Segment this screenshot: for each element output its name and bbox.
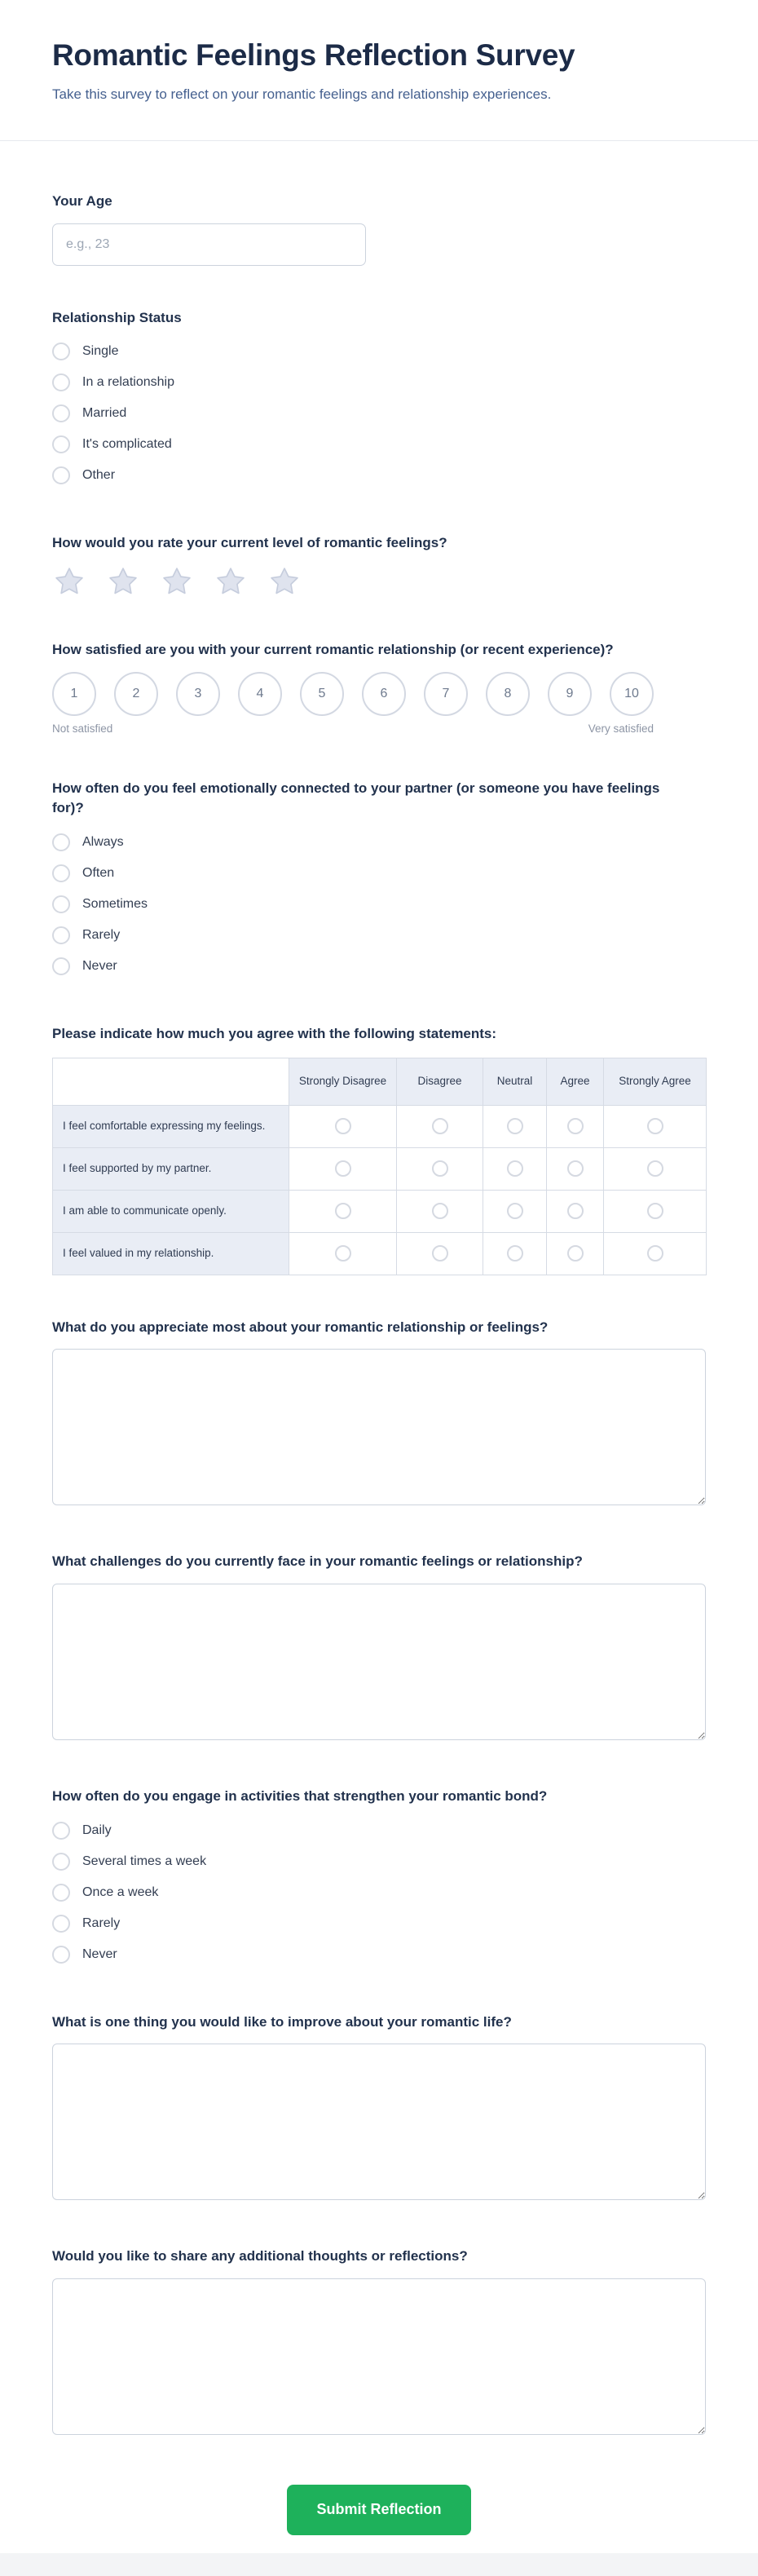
radio-option-in-a-relationship[interactable] <box>52 367 706 398</box>
question-label: Your Age <box>52 193 112 210</box>
matrix-row <box>53 1147 707 1190</box>
radio-button[interactable] <box>52 1822 70 1840</box>
matrix-cell[interactable] <box>604 1105 707 1147</box>
radio-button[interactable] <box>52 404 70 422</box>
radio-button[interactable] <box>52 864 70 882</box>
radio-option-daily[interactable] <box>52 1815 706 1846</box>
radio-option-often[interactable] <box>52 858 706 889</box>
radio-button[interactable] <box>432 1118 448 1134</box>
radio-button[interactable] <box>52 373 70 391</box>
question-label: How often do you engage in activities that strengthen your romantic bond? <box>52 1787 548 1804</box>
page-subtitle: Take this survey to reflect on your romantic feelings and relationship experiences. <box>52 86 552 103</box>
radio-button[interactable] <box>52 1853 70 1871</box>
scale-option-7[interactable]: 7 <box>424 672 468 716</box>
question-challenges <box>52 1552 706 1744</box>
scale-option-6[interactable]: 6 <box>362 672 406 716</box>
star-icon[interactable] <box>106 565 140 598</box>
submit-row <box>52 2485 706 2553</box>
radio-button[interactable] <box>52 466 70 484</box>
matrix-row-label: I feel supported by my partner. <box>53 1147 289 1190</box>
matrix-cell[interactable] <box>547 1232 604 1275</box>
challenges-textarea[interactable] <box>52 1584 706 1740</box>
matrix-row-label: I am able to communicate openly. <box>53 1190 289 1232</box>
option-label: Other <box>82 468 116 483</box>
survey-header <box>0 0 758 141</box>
radio-group-emotional-connection <box>52 827 706 982</box>
radio-option-single[interactable] <box>52 336 706 367</box>
radio-button[interactable] <box>52 926 70 944</box>
matrix-column-header: Strongly Agree <box>604 1058 707 1105</box>
option-label: Rarely <box>82 1915 121 1930</box>
star-icon[interactable] <box>160 565 194 598</box>
radio-button[interactable] <box>52 1946 70 1964</box>
question-age <box>52 192 706 266</box>
question-relationship-status <box>52 308 706 492</box>
matrix-cell[interactable] <box>397 1190 483 1232</box>
radio-option-several-times-a-week[interactable] <box>52 1846 706 1877</box>
option-label: Daily <box>82 1823 112 1837</box>
radio-option-never[interactable] <box>52 951 706 982</box>
matrix-cell[interactable] <box>289 1147 397 1190</box>
matrix-row-label: I feel valued in my relationship. <box>53 1232 289 1275</box>
matrix-cell[interactable] <box>483 1147 547 1190</box>
question-label: Please indicate how much you agree with the following statements: <box>52 1026 497 1042</box>
additional-textarea[interactable] <box>52 2278 706 2435</box>
question-label: How would you rate your current level of romantic feelings? <box>52 535 447 551</box>
option-label: Always <box>82 835 124 850</box>
question-additional <box>52 2247 706 2439</box>
submit-button[interactable]: Submit Reflection <box>287 2485 470 2535</box>
radio-button[interactable] <box>507 1203 523 1219</box>
survey-form <box>0 141 758 2553</box>
radio-button[interactable] <box>647 1203 663 1219</box>
scale-min-label: Not satisfied <box>52 722 113 735</box>
scale-option-3[interactable]: 3 <box>176 672 220 716</box>
matrix-cell[interactable] <box>289 1190 397 1232</box>
option-label: Once a week <box>82 1885 159 1899</box>
opinion-scale <box>52 672 654 735</box>
question-label: Would you like to share any additional thoughts or reflections? <box>52 2248 468 2264</box>
radio-button[interactable] <box>567 1203 584 1219</box>
option-label: Married <box>82 406 127 421</box>
matrix-cell[interactable] <box>483 1105 547 1147</box>
radio-button[interactable] <box>52 342 70 360</box>
matrix-column-header: Disagree <box>397 1058 483 1105</box>
matrix-column-header: Agree <box>547 1058 604 1105</box>
scale-endpoint-labels <box>52 722 654 735</box>
agreement-matrix-table <box>52 1058 707 1275</box>
option-label: Rarely <box>82 928 121 943</box>
radio-group-activities <box>52 1815 706 1970</box>
radio-button[interactable] <box>432 1203 448 1219</box>
radio-option-once-a-week[interactable] <box>52 1877 706 1908</box>
star-icon[interactable] <box>214 565 248 598</box>
scale-option-5[interactable]: 5 <box>300 672 344 716</box>
question-emotional-connection <box>52 779 706 982</box>
radio-button[interactable] <box>52 1884 70 1902</box>
option-label: Never <box>82 1946 117 1961</box>
question-label: What challenges do you currently face in your romantic feelings or relationship? <box>52 1553 583 1570</box>
option-label: Often <box>82 866 115 881</box>
matrix-header-row <box>53 1058 707 1105</box>
question-improve <box>52 2013 706 2205</box>
scale-option-10[interactable]: 10 <box>610 672 654 716</box>
radio-button[interactable] <box>52 1915 70 1933</box>
radio-button[interactable] <box>432 1160 448 1177</box>
option-label: Sometimes <box>82 897 148 912</box>
radio-button[interactable] <box>507 1245 523 1261</box>
matrix-cell[interactable] <box>289 1232 397 1275</box>
scale-option-8[interactable]: 8 <box>486 672 530 716</box>
matrix-cell[interactable] <box>289 1105 397 1147</box>
matrix-cell[interactable] <box>604 1232 707 1275</box>
scale-options <box>52 672 654 716</box>
radio-option-rarely[interactable] <box>52 1908 706 1939</box>
appreciate-textarea[interactable] <box>52 1349 706 1505</box>
option-label: Single <box>82 344 119 359</box>
radio-option-never[interactable] <box>52 1939 706 1970</box>
question-satisfaction-scale <box>52 640 706 736</box>
matrix-cell[interactable] <box>604 1190 707 1232</box>
radio-button[interactable] <box>335 1160 351 1177</box>
radio-button[interactable] <box>507 1160 523 1177</box>
radio-button[interactable] <box>52 895 70 913</box>
scale-option-9[interactable]: 9 <box>548 672 592 716</box>
question-label: Relationship Status <box>52 309 182 325</box>
matrix-cell[interactable] <box>483 1232 547 1275</box>
radio-option-always[interactable] <box>52 827 706 858</box>
radio-button[interactable] <box>647 1160 663 1177</box>
matrix-cell[interactable] <box>397 1147 483 1190</box>
scale-option-1[interactable]: 1 <box>52 672 96 716</box>
question-appreciate <box>52 1318 706 1510</box>
matrix-cell[interactable] <box>547 1190 604 1232</box>
matrix-column-header: Neutral <box>483 1058 547 1105</box>
option-label: Never <box>82 959 117 974</box>
matrix-row <box>53 1105 707 1147</box>
scale-option-2[interactable]: 2 <box>114 672 158 716</box>
question-romantic-feelings-rating <box>52 533 706 598</box>
question-label: What is one thing you would like to improve about your romantic life? <box>52 2013 512 2030</box>
option-label: In a relationship <box>82 375 174 390</box>
radio-option-sometimes[interactable] <box>52 889 706 920</box>
radio-option-its-complicated[interactable] <box>52 429 706 460</box>
matrix-cell[interactable] <box>397 1232 483 1275</box>
radio-option-rarely[interactable] <box>52 920 706 951</box>
radio-button[interactable] <box>52 435 70 453</box>
matrix-corner-cell <box>53 1058 289 1105</box>
radio-button[interactable] <box>335 1245 351 1261</box>
radio-button[interactable] <box>335 1203 351 1219</box>
scale-option-4[interactable]: 4 <box>238 672 282 716</box>
option-label: It's complicated <box>82 437 172 452</box>
matrix-cell[interactable] <box>483 1190 547 1232</box>
matrix-cell[interactable] <box>547 1147 604 1190</box>
radio-button[interactable] <box>335 1118 351 1134</box>
star-icon[interactable] <box>52 565 86 598</box>
radio-button[interactable] <box>52 957 70 975</box>
matrix-cell[interactable] <box>547 1105 604 1147</box>
radio-button[interactable] <box>647 1245 663 1261</box>
page-title: Romantic Feelings Reflection Survey <box>52 38 575 72</box>
matrix-row <box>53 1232 707 1275</box>
star-icon[interactable] <box>267 565 302 598</box>
page-footer <box>0 2553 758 2576</box>
radio-button[interactable] <box>507 1118 523 1134</box>
age-input[interactable] <box>52 223 366 266</box>
star-rating <box>52 565 706 598</box>
matrix-row <box>53 1190 707 1232</box>
question-label: How satisfied are you with your current romantic relationship (or recent experience)? <box>52 642 614 658</box>
radio-button[interactable] <box>567 1245 584 1261</box>
radio-option-other[interactable] <box>52 460 706 491</box>
question-label: What do you appreciate most about your romantic relationship or feelings? <box>52 1319 549 1335</box>
question-agreement-matrix <box>52 1024 706 1275</box>
matrix-column-header: Strongly Disagree <box>289 1058 397 1105</box>
question-activities <box>52 1787 706 1970</box>
matrix-row-label: I feel comfortable expressing my feelings. <box>53 1105 289 1147</box>
radio-button[interactable] <box>567 1118 584 1134</box>
radio-option-married[interactable] <box>52 398 706 429</box>
radio-button[interactable] <box>567 1160 584 1177</box>
improve-textarea[interactable] <box>52 2044 706 2200</box>
matrix-cell[interactable] <box>397 1105 483 1147</box>
radio-button[interactable] <box>52 833 70 851</box>
radio-group-relationship-status <box>52 336 706 491</box>
matrix-cell[interactable] <box>604 1147 707 1190</box>
radio-button[interactable] <box>647 1118 663 1134</box>
option-label: Several times a week <box>82 1854 207 1868</box>
scale-max-label: Very satisfied <box>588 722 654 735</box>
question-label: How often do you feel emotionally connected to your partner (or someone you have feelings for)? <box>52 780 660 816</box>
radio-button[interactable] <box>432 1245 448 1261</box>
